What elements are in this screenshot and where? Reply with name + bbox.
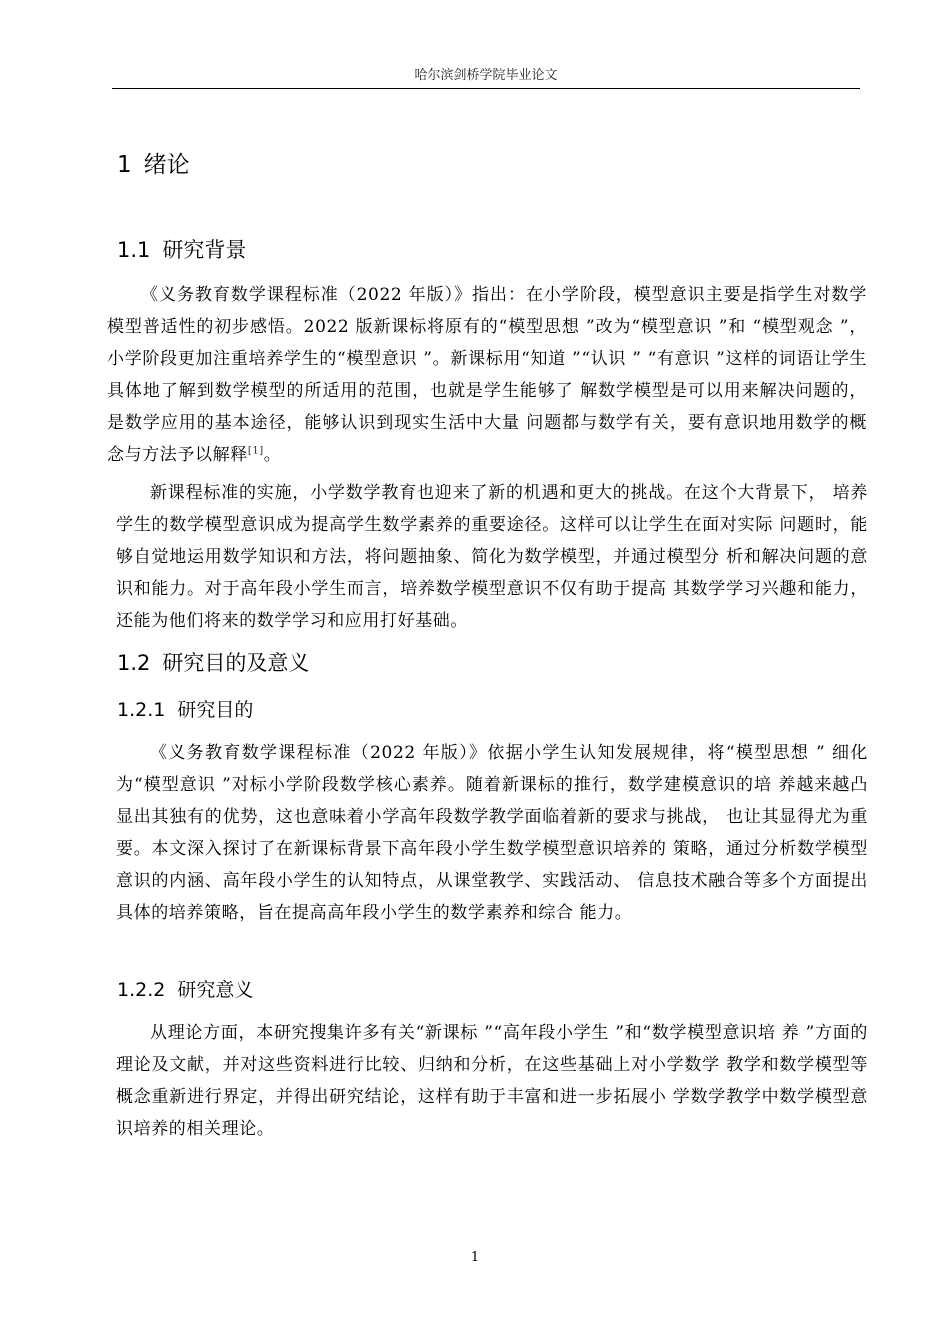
subsection-heading-purpose (117, 697, 253, 723)
page-number: 1 (470, 1250, 480, 1265)
section-number: 1.1 (117, 238, 151, 262)
section-heading-background (117, 236, 246, 264)
paragraph-tail: 。 (263, 445, 282, 465)
section-heading-purpose-significance (117, 649, 309, 677)
header-divider (112, 88, 860, 89)
paragraph-text: 《义务教育数学课程标准（2022 年版）》依据小学生认知发展规律，将“模型思想 ” 细化为“模型意识 ”对标小学阶段数学核心素养。随着新课标的推行，数学建模意识的培 养越来越凸显出其独有的优势，这也意味着小学高年段数学教学面临着新的要求与挑战， 也让其显得尤为重要。本文深入探讨了在新课标背景下高年段小学生数学模型意识培养的 策略，通过分析数学模型意识的内涵、高年段小学生的认知特点，从课堂教学、实践活动、 信息技术融合等多个方面提出具体的培养策略，旨在提高高年段小学生的数学素养和综合 能力。 (116, 743, 868, 923)
paragraph (116, 1017, 868, 1145)
subsection-number: 1.2.2 (117, 979, 166, 1001)
subsection-heading-significance (117, 977, 253, 1003)
paragraph (116, 737, 868, 929)
paragraph (107, 279, 867, 471)
paragraph (116, 477, 868, 637)
subsection-title: 研究目的 (177, 699, 254, 721)
subsection-title: 研究意义 (177, 979, 254, 1001)
subsection-number: 1.2.1 (117, 699, 166, 721)
section-number: 1.2 (117, 651, 151, 675)
chapter-number: 1 (117, 152, 132, 178)
section-title: 研究背景 (162, 238, 247, 262)
chapter-title: 绪论 (143, 152, 190, 178)
paragraph-text: 《义务教育数学课程标准（2022 年版）》指出：在小学阶段，模型意识主要是指学生对数学模型普适性的初步感悟。2022 版新课标将原有的“模型思想 ”改为“模型意识 ”和 “模型观念 ”，小学阶段更加注重培养学生的“模型意识 ”。新课标用“知道 ”“认识 ” “有意识 ”这样的词语让学生具体地了解到数学模型的所适用的范围，也就是学生能够了 解数学模型是可以用来解决问题的，是数学应用的基本途径，能够认识到现实生活中大量 问题都与数学有关，要有意识地用数学的概念与方法予以解释 (107, 285, 867, 465)
chapter-heading (117, 150, 190, 180)
citation-marker: [1] (247, 445, 264, 457)
running-header: 哈尔滨剑桥学院毕业论文 (414, 68, 558, 83)
section-title: 研究目的及意义 (162, 651, 310, 675)
paragraph-text: 从理论方面，本研究搜集许多有关“新课标 ”“高年段小学生 ”和“数学模型意识培 养 ”方面的理论及文献，并对这些资料进行比较、归纳和分析，在这些基础上对小学数学 教学和数学模型等概念重新进行界定，并得出研究结论，这样有助于丰富和进一步拓展小 学数学教学中数学模型意识培养的相关理论。 (116, 1023, 868, 1139)
paragraph-text: 新课程标准的实施，小学数学教育也迎来了新的机遇和更大的挑战。在这个大背景下， 培养学生的数学模型意识成为提高学生数学素养的重要途径。这样可以让学生在面对实际 问题时，能够自觉地运用数学知识和方法，将问题抽象、简化为数学模型，并通过模型分 析和解决问题的意识和能力。对于高年段小学生而言，培养数学模型意识不仅有助于提高 其数学学习兴趣和能力，还能为他们将来的数学学习和应用打好基础。 (116, 483, 868, 631)
